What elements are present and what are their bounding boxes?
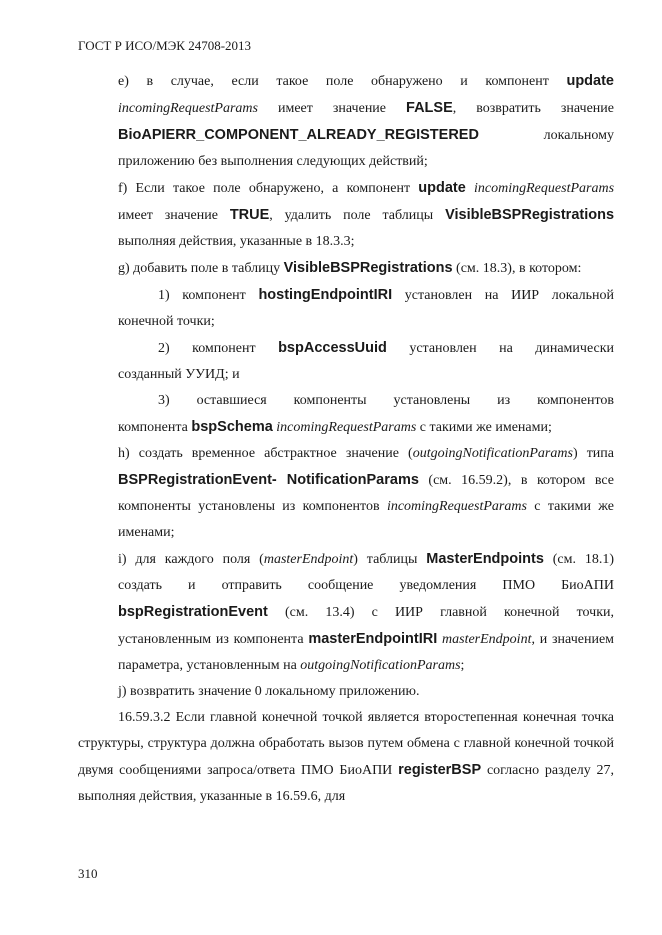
param-incoming-request: incomingRequestParams [276, 420, 417, 435]
code-master-endpoints: MasterEndpoints [426, 551, 544, 567]
item-h-text-6: с такими же именами; [118, 499, 615, 540]
item-g-text-3: котором: [529, 261, 582, 276]
page-number: 310 [78, 866, 98, 881]
item-f-text-4: выполняя действия, указанные в 18.3.3; [118, 234, 355, 249]
item-i-text-9: ; [460, 658, 465, 673]
code-update: update [566, 73, 614, 89]
item-g-text-1: g) добавить поле в таблицу [118, 261, 281, 276]
item-i-text-8: значением параметра, установленным на [118, 632, 615, 673]
list-item-e [78, 68, 614, 175]
item-e-text-2: имеет значение [277, 101, 387, 116]
paragraph-16-59-3-2 [78, 705, 614, 810]
item-h-text-4: (см. 16.59.2), в [428, 473, 528, 488]
code-false: FALSE [406, 100, 453, 116]
sub-item-1-text-2: установлен на ИИР локальной [404, 288, 615, 303]
final-text-1: 16.59.3.2 Если главной конечной точкой является второстепенная [118, 710, 518, 725]
list-item-i [78, 546, 614, 679]
document-header: ГОСТ Р ИСО/МЭК 24708-2013 [78, 38, 252, 53]
param-outgoing-notification: outgoingNotificationParams [412, 446, 573, 461]
item-i-text-6: установленным из компонента [118, 632, 304, 647]
sub-item-2-cont: созданный УУИД; и [118, 367, 240, 382]
code-error-already-registered: BioAPIERR_COMPONENT_ALREADY_REGISTERED [118, 127, 479, 143]
sub-item-2-text-1: 2) компонент [158, 341, 256, 356]
code-bsp-registration-event: bspRegistrationEvent [118, 604, 268, 620]
code-update: update [418, 180, 466, 196]
code-bsp-access-uuid: bspAccessUuid [278, 340, 387, 356]
item-i-text-1: i) для каждого поля ( [118, 552, 264, 567]
item-i-text-5: (см. 13.4) с ИИР главной конечной точки, [284, 605, 615, 620]
item-h-text-2: ) [572, 446, 578, 461]
item-i-text-3: (см. [552, 552, 576, 567]
param-incoming-request: incomingRequestParams [474, 181, 615, 196]
item-e-text-4: локальному [543, 128, 614, 143]
sub-item-2-text-2: установлен на динамически [409, 341, 615, 356]
item-e-text-3: , возвратить значение [452, 101, 614, 116]
sub-item-3 [78, 388, 614, 441]
code-register-bsp: registerBSP [398, 762, 482, 778]
code-bsp-registration-event-params: BSPRegistrationEvent- NotificationParams [118, 472, 419, 488]
code-true: TRUE [229, 207, 270, 223]
sub-item-2 [78, 335, 614, 388]
sub-item-1-text-1: 1) компонент [158, 288, 246, 303]
code-visible-bsp-registrations: VisibleBSPRegistrations [283, 260, 453, 276]
item-i-text-2: ) таблицы [353, 552, 418, 567]
page-body [78, 68, 614, 810]
final-text-2: конечная точка структуры, структура должна обработать вызов путем обмена с [78, 710, 614, 751]
param-master-endpoint: masterEndpoint [442, 632, 532, 647]
code-master-endpoint-iri: masterEndpointIRI [308, 631, 438, 647]
list-item-h [78, 441, 614, 546]
final-text-4: согласно разделу 27, выполняя действия, указанные в 16.59.6, для [78, 763, 615, 804]
code-visible-bsp-registrations: VisibleBSPRegistrations [445, 207, 615, 223]
item-e-text-1: е) в случае, если такое поле обнаружено и компонент [118, 74, 549, 89]
item-h-text-5: котором все компоненты установлены из компонентов [118, 473, 615, 514]
item-h-text-1: h) создать временное абстрактное значение ( [118, 446, 413, 461]
param-incoming-request: incomingRequestParams [386, 499, 527, 514]
item-g-text-2: (см. 18.3), в [456, 261, 526, 276]
item-f-text-3: , удалить поле таблицы [269, 208, 434, 223]
sub-item-1 [78, 282, 614, 335]
final-text-3: главной конечной точкой двумя сообщениями запроса/ответа ПМО БиоАПИ [78, 736, 614, 778]
code-hosting-endpoint-iri: hostingEndpointIRI [258, 287, 393, 303]
sub-item-3-text-3: с такими же именами; [419, 420, 552, 435]
list-item-g [78, 255, 614, 282]
code-bsp-schema: bspSchema [191, 419, 273, 435]
list-item-j: j) возвратить значение 0 локальному приложению. [118, 684, 420, 699]
item-i-text-7: , и [531, 632, 548, 647]
param-master-endpoint: masterEndpoint [263, 552, 354, 567]
item-f-text-2: имеет значение [118, 208, 218, 223]
item-h-text-3: типа [586, 446, 615, 461]
param-outgoing-notification: outgoingNotificationParams [300, 658, 461, 673]
param-incoming-request: incomingRequestParams [118, 101, 258, 116]
item-i-text-4: 18.1) создать и отправить сообщение уведомления ПМО БиоАПИ [118, 552, 615, 593]
sub-item-3-text-1: 3) оставшиеся компоненты установлены из компонентов [158, 393, 614, 408]
list-item-f [78, 175, 614, 255]
sub-item-3-text-2: компонента [118, 420, 188, 435]
item-f-text-1: f) Если такое поле обнаружено, а компонент [118, 181, 411, 196]
sub-item-1-cont: конечной точки; [118, 314, 215, 329]
item-e-text-5: приложению без выполнения следующих действий; [118, 154, 428, 169]
